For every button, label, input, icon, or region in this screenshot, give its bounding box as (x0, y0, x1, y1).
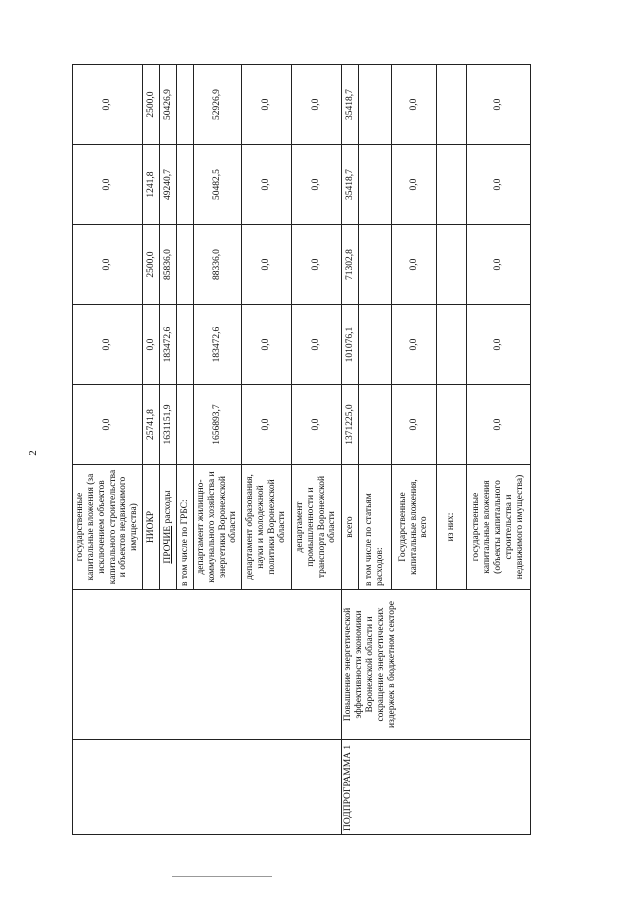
value-cell (359, 145, 392, 225)
value-cell: 0,0 (242, 305, 292, 385)
value-cell: 52926,9 (194, 65, 242, 145)
value-cell: 0,0 (73, 145, 143, 225)
budget-table (72, 64, 531, 835)
value-cell: 0,0 (73, 305, 143, 385)
rotated-table-wrapper (72, 65, 530, 835)
program-cell-blank (73, 740, 342, 835)
row-label: департамент промышленности и транспорта Воронежской области (292, 465, 342, 590)
row-label: НИОКР (143, 465, 160, 590)
value-cell (177, 145, 194, 225)
value-cell: 183472,6 (194, 305, 242, 385)
value-cell: 0,0 (242, 225, 292, 305)
value-cell: 0,0 (73, 385, 143, 465)
value-cell: 2500,0 (143, 65, 160, 145)
value-cell: 183472,6 (160, 305, 177, 385)
value-cell (359, 305, 392, 385)
table-row (342, 65, 359, 835)
row-label-underlined: ПРОЧИЕ (162, 525, 173, 564)
row-label: Государственные капитальные вложения, всего (392, 465, 437, 590)
value-cell: 0,0 (392, 385, 437, 465)
row-label-rest: расходы (162, 490, 173, 524)
value-cell (177, 385, 194, 465)
value-cell (437, 305, 467, 385)
value-cell: 101076,1 (342, 305, 359, 385)
value-cell: 0,0 (242, 385, 292, 465)
value-cell: 0,0 (467, 65, 531, 145)
row-label: государственные капитальные вложения (за исключением объектов капитального строительства и объектов недвижимого имущества) (73, 465, 143, 590)
value-cell: 0,0 (292, 385, 342, 465)
value-cell (359, 225, 392, 305)
value-cell: 1371225,0 (342, 385, 359, 465)
scan-artifact-line (172, 876, 272, 877)
value-cell: 1656893,7 (194, 385, 242, 465)
row-label: из них: (437, 465, 467, 590)
table-row (73, 65, 143, 835)
row-label (160, 465, 177, 590)
row-label: в том числе по ГРБС: (177, 465, 194, 590)
value-cell: 0,0 (392, 145, 437, 225)
value-cell (437, 145, 467, 225)
value-cell: 2500,0 (143, 225, 160, 305)
value-cell (359, 385, 392, 465)
value-cell: 71302,8 (342, 225, 359, 305)
row-label: департамент образования, науки и молодежной политики Воронежской области (242, 465, 292, 590)
value-cell: 0,0 (392, 225, 437, 305)
value-cell: 0,0 (292, 305, 342, 385)
value-cell: 0,0 (467, 385, 531, 465)
value-cell (437, 385, 467, 465)
value-cell: 1241,8 (143, 145, 160, 225)
value-cell (177, 305, 194, 385)
value-cell: 50482,5 (194, 145, 242, 225)
value-cell: 49240,7 (160, 145, 177, 225)
value-cell: 35418,7 (342, 145, 359, 225)
page-number: 2 (26, 450, 39, 456)
value-cell: 0,0 (143, 305, 160, 385)
value-cell (177, 225, 194, 305)
row-label: департамент жилищно-коммунального хозяйства и энергетики Воронежской области (194, 465, 242, 590)
row-label: в том числе по статьям расходов: (359, 465, 392, 590)
value-cell: 0,0 (242, 145, 292, 225)
value-cell: 25741,8 (143, 385, 160, 465)
value-cell: 0,0 (467, 145, 531, 225)
value-cell (437, 65, 467, 145)
program-name-cell-blank (73, 590, 342, 740)
value-cell: 88336,0 (194, 225, 242, 305)
value-cell: 0,0 (73, 225, 143, 305)
program-name: Повышение энергетической эффективности экономики Воронежской области и сокращение энергетических издержек в бюджетном секторе (342, 590, 531, 740)
value-cell (359, 65, 392, 145)
value-cell: 0,0 (292, 225, 342, 305)
row-label: государственные капитальные вложения (объекты капитального строительства и недвижимого имущества) (467, 465, 531, 590)
value-cell: 35418,7 (342, 65, 359, 145)
value-cell: 85836,0 (160, 225, 177, 305)
value-cell: 50426,9 (160, 65, 177, 145)
value-cell: 0,0 (292, 65, 342, 145)
value-cell (177, 65, 194, 145)
value-cell: 0,0 (292, 145, 342, 225)
program-label: ПОДПРОГРАММА 1 (342, 740, 531, 835)
value-cell: 1631151,9 (160, 385, 177, 465)
value-cell: 0,0 (73, 65, 143, 145)
value-cell: 0,0 (467, 305, 531, 385)
value-cell: 0,0 (467, 225, 531, 305)
value-cell: 0,0 (242, 65, 292, 145)
value-cell: 0,0 (392, 305, 437, 385)
value-cell: 0,0 (392, 65, 437, 145)
value-cell (437, 225, 467, 305)
row-label: всего (342, 465, 359, 590)
